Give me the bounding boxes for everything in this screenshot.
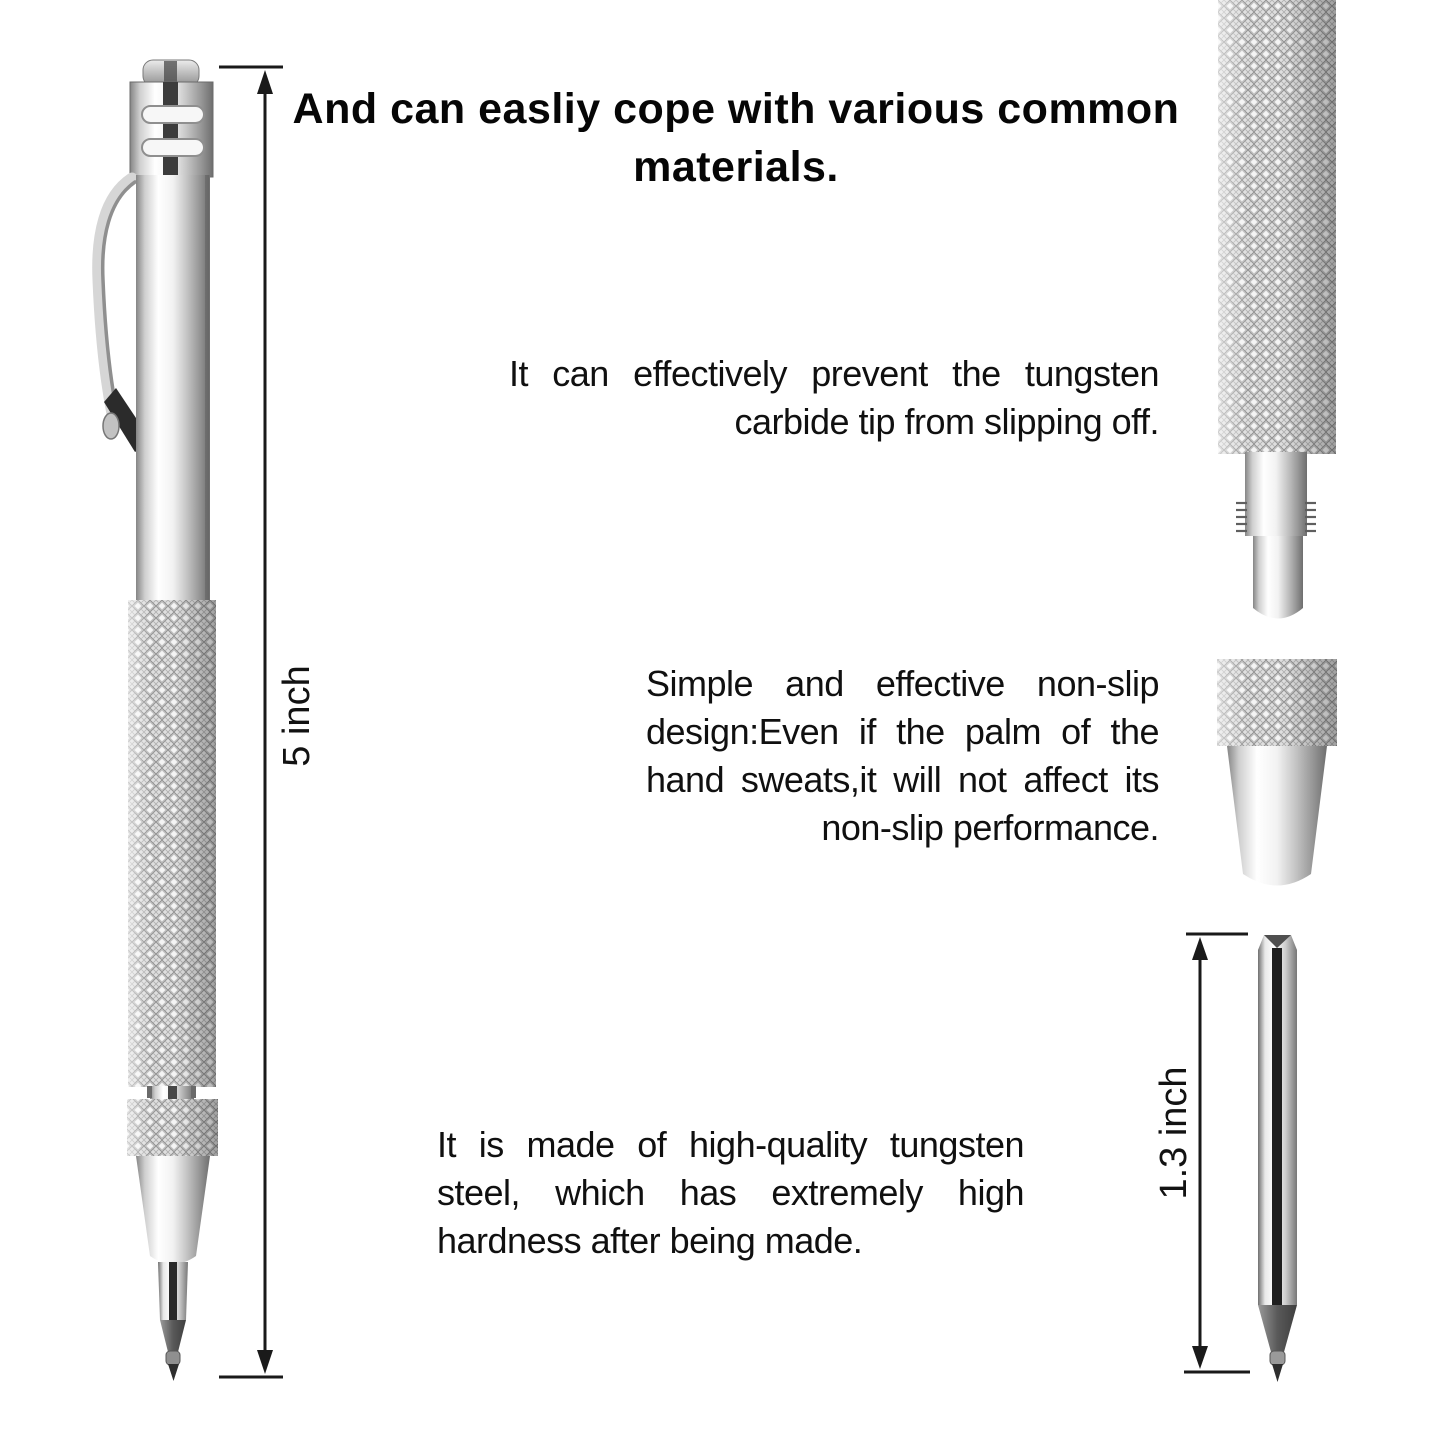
- annotation-tip-security: [509, 350, 1159, 446]
- clip-hook: [103, 413, 119, 439]
- pen-tip: [158, 1262, 188, 1381]
- knurled-nut: [1217, 659, 1337, 746]
- pen-barrel: [136, 175, 210, 602]
- replacement-tip: [1258, 935, 1297, 1382]
- pen-cap: [130, 60, 213, 177]
- scriber-pen: [98, 60, 218, 1381]
- cap-slot-top: [142, 106, 204, 123]
- text-line: Simple and effective non-slip: [646, 663, 1159, 704]
- annotation-material: [437, 1121, 1024, 1265]
- annotation-non-slip: [646, 660, 1159, 852]
- dimension-line-pen-length: [219, 67, 283, 1377]
- text-line: It is made of high-quality tungsten: [437, 1124, 1024, 1165]
- disassembled-parts: [1217, 0, 1337, 1382]
- text-line: hand sweats,it will not affect its: [646, 759, 1159, 800]
- tip-length-label: 1.3 inch: [1153, 1066, 1195, 1200]
- cap-slot-bottom: [142, 139, 204, 156]
- text-line: steel, which has extremely high: [437, 1172, 1024, 1213]
- cap-button-stripe: [164, 61, 177, 85]
- text-line: hardness after being made.: [437, 1220, 863, 1261]
- pen-nose-cone: [136, 1156, 210, 1264]
- knurled-barrel-piece: [1218, 0, 1336, 454]
- pen-length-label: 5 inch: [276, 665, 318, 767]
- cap-dark-stripe: [163, 82, 178, 177]
- connector-shaft: [1253, 536, 1303, 619]
- pen-collar: [127, 1086, 218, 1156]
- nose-cone-piece: [1227, 746, 1327, 886]
- text-line: It can effectively prevent the tungsten: [509, 353, 1159, 394]
- text-line: carbide tip from slipping off.: [734, 401, 1159, 442]
- text-line: design:Even if the palm of the: [646, 711, 1159, 752]
- pen-knurled-grip: [128, 600, 216, 1087]
- text-line: non-slip performance.: [821, 807, 1159, 848]
- page-title: And can easliy cope with various common materials.: [292, 85, 1180, 191]
- threaded-connector: [1236, 452, 1316, 619]
